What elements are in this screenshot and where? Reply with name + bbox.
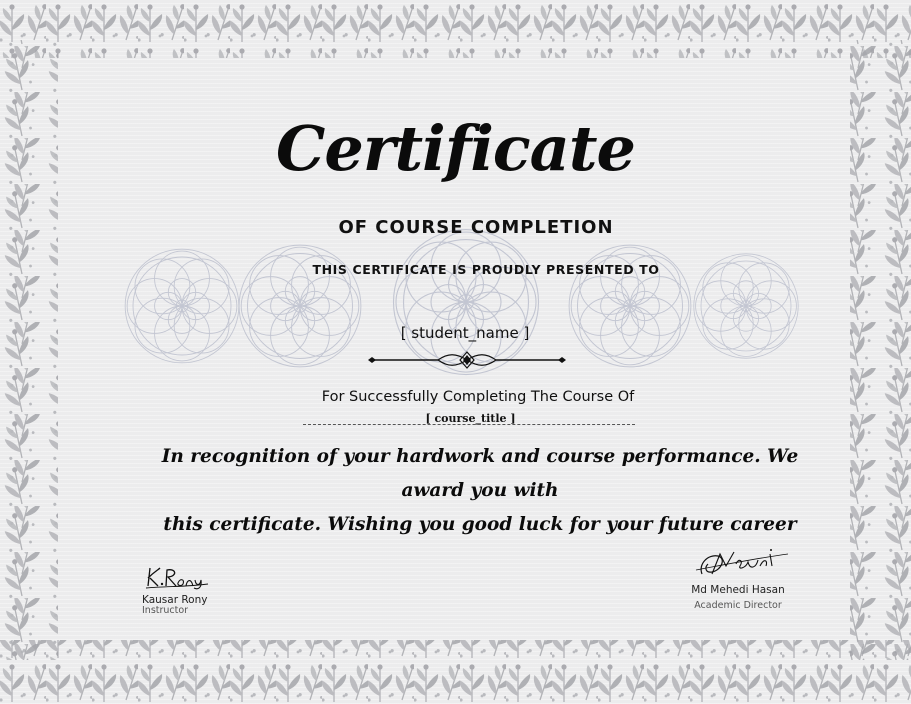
course-title-dashed-line bbox=[303, 424, 635, 425]
director-role: Academic Director bbox=[694, 600, 782, 611]
director-signature-block bbox=[668, 546, 808, 611]
completing-course-line: For Successfully Completing The Course Of bbox=[321, 389, 635, 405]
instructor-name: Kausar Rony bbox=[142, 594, 208, 606]
student-name-placeholder: [ student_name ] bbox=[400, 324, 530, 342]
certificate-subtitle: OF COURSE COMPLETION bbox=[338, 217, 614, 238]
instructor-signature bbox=[142, 562, 212, 590]
diamond-divider-icon bbox=[368, 350, 566, 370]
presented-to-line: THIS CERTIFICATE IS PROUDLY PRESENTED TO bbox=[312, 262, 660, 277]
rosette-watermark-icon bbox=[110, 210, 810, 400]
director-name: Md Mehedi Hasan bbox=[691, 584, 785, 596]
instructor-signature-block bbox=[142, 562, 302, 616]
course-title-placeholder: [ course_title ] bbox=[425, 412, 516, 425]
director-signature bbox=[668, 546, 808, 578]
recognition-line-2: this certificate. Wishing you good luck for your future career bbox=[163, 514, 797, 535]
recognition-text bbox=[150, 440, 810, 542]
recognition-line-1: In recognition of your hardwork and course performance. We award you with bbox=[161, 446, 799, 501]
certificate-title: Certificate bbox=[276, 112, 635, 185]
instructor-role: Instructor bbox=[142, 605, 189, 616]
